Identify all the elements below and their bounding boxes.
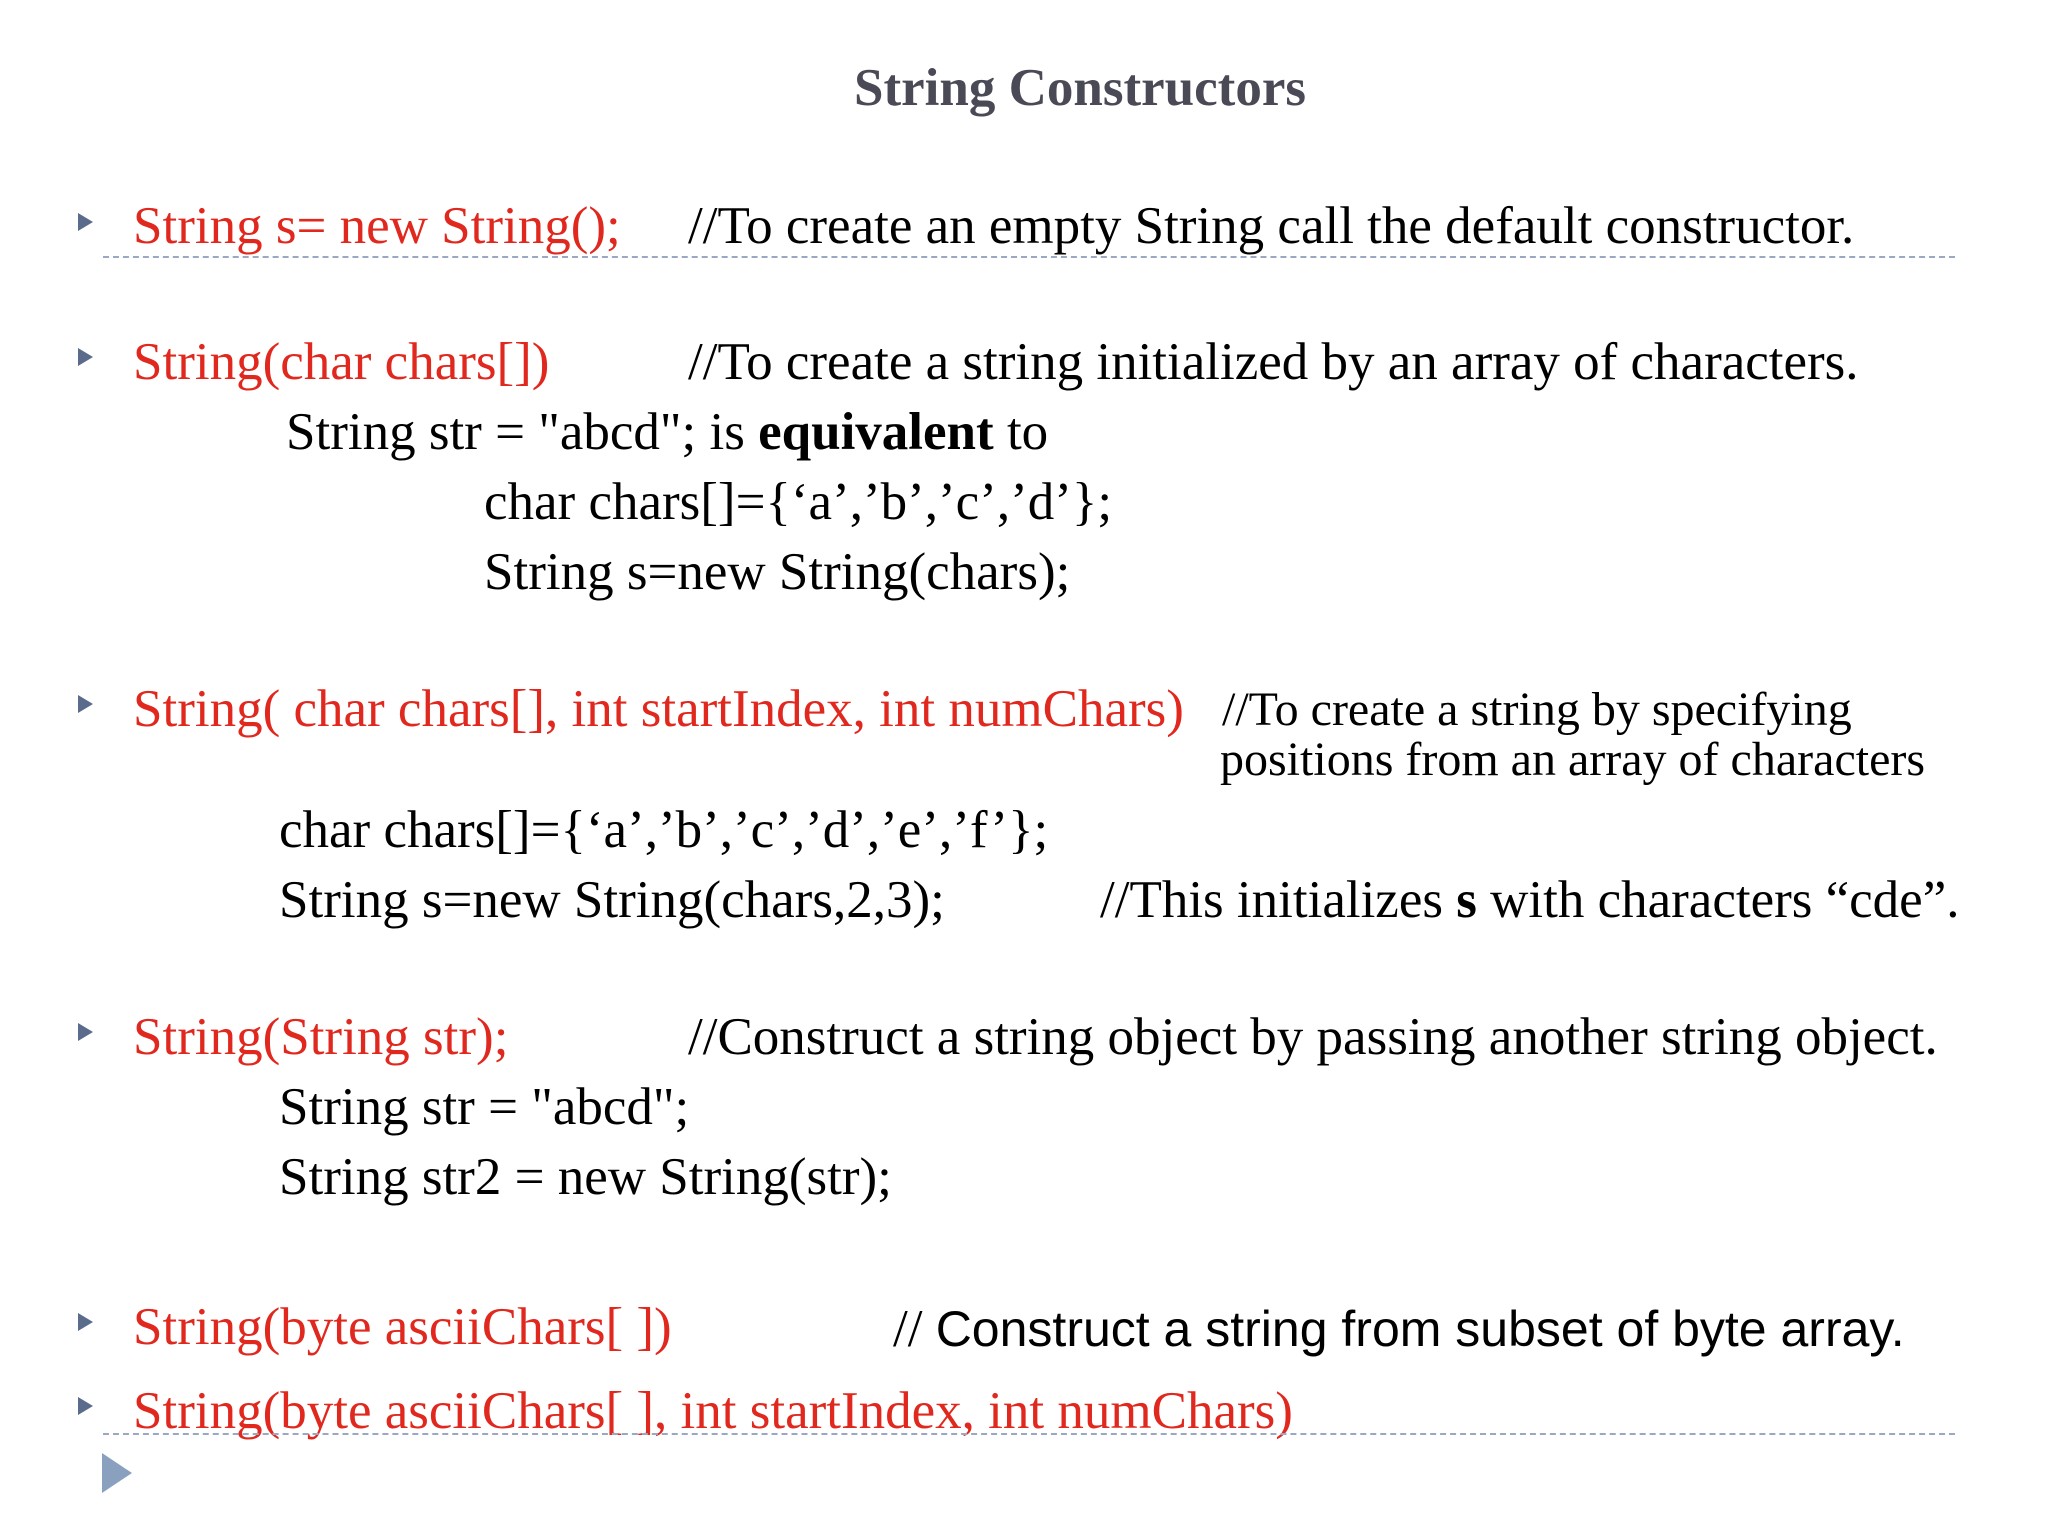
constructor-comment-3-line-2: positions from an array of characters — [1220, 733, 1926, 786]
triangle-bullet-icon — [78, 1023, 93, 1041]
example-2-line-1-bold: equivalent — [758, 403, 994, 461]
comment-5-text: Construct a string from subset of byte array. — [935, 1301, 1905, 1357]
constructor-comment-3-line-1: //To create a string by specifying — [1222, 683, 1852, 736]
triangle-bullet-icon — [78, 1313, 93, 1331]
example-4-line-2: String str2 = new String(str); — [279, 1148, 892, 1206]
example-2-line-1 — [286, 403, 1049, 461]
constructor-signature-2: String(char chars[]) — [133, 333, 550, 391]
constructor-signature-5: String(byte asciiChars[ ]) — [133, 1298, 672, 1356]
example-3-comment-pre: //This initializes — [1100, 871, 1457, 929]
example-3-comment-post: with characters “cde”. — [1476, 871, 1960, 929]
divider-line-bottom — [103, 1433, 1955, 1435]
example-2-line-1-pre: String str = "abcd"; is — [286, 403, 759, 461]
example-2-line-1-post: to — [993, 403, 1049, 461]
example-2-line-2: char chars[]={‘a’,’b’,’c’,’d’}; — [484, 473, 1113, 531]
slide-title: String Constructors — [854, 59, 1306, 117]
example-3-comment-bold: s — [1456, 871, 1477, 929]
constructor-comment-2: //To create a string initialized by an array of characters. — [688, 333, 1859, 391]
example-4-line-1: String str = "abcd"; — [279, 1078, 690, 1136]
comment-5-slashes: // — [893, 1300, 936, 1358]
triangle-bullet-icon — [78, 1397, 93, 1415]
example-3-line-1: char chars[]={‘a’,’b’,’c’,’d’,’e’,’f’}; — [279, 801, 1049, 859]
triangle-bullet-icon — [78, 695, 93, 713]
constructor-signature-4: String(String str); — [133, 1008, 509, 1066]
constructor-signature-3: String( char chars[], int startIndex, int numChars) — [133, 680, 1184, 738]
example-3-line-2: String s=new String(chars,2,3); — [279, 871, 945, 929]
triangle-bullet-icon — [78, 213, 93, 231]
divider-line-top — [103, 256, 1955, 258]
constructor-signature-6: String(byte asciiChars[ ], int startIndex, int numChars) — [133, 1382, 1293, 1440]
example-2-line-3: String s=new String(chars); — [484, 543, 1071, 601]
constructor-signature-1: String s= new String(); — [133, 197, 621, 255]
constructor-comment-5 — [893, 1300, 1905, 1358]
example-3-comment — [1100, 871, 1960, 929]
constructor-comment-1: //To create an empty String call the default constructor. — [688, 197, 1855, 255]
constructor-comment-4: //Construct a string object by passing another string object. — [688, 1008, 1938, 1066]
triangle-decoration-icon — [102, 1453, 132, 1493]
triangle-bullet-icon — [78, 348, 93, 366]
